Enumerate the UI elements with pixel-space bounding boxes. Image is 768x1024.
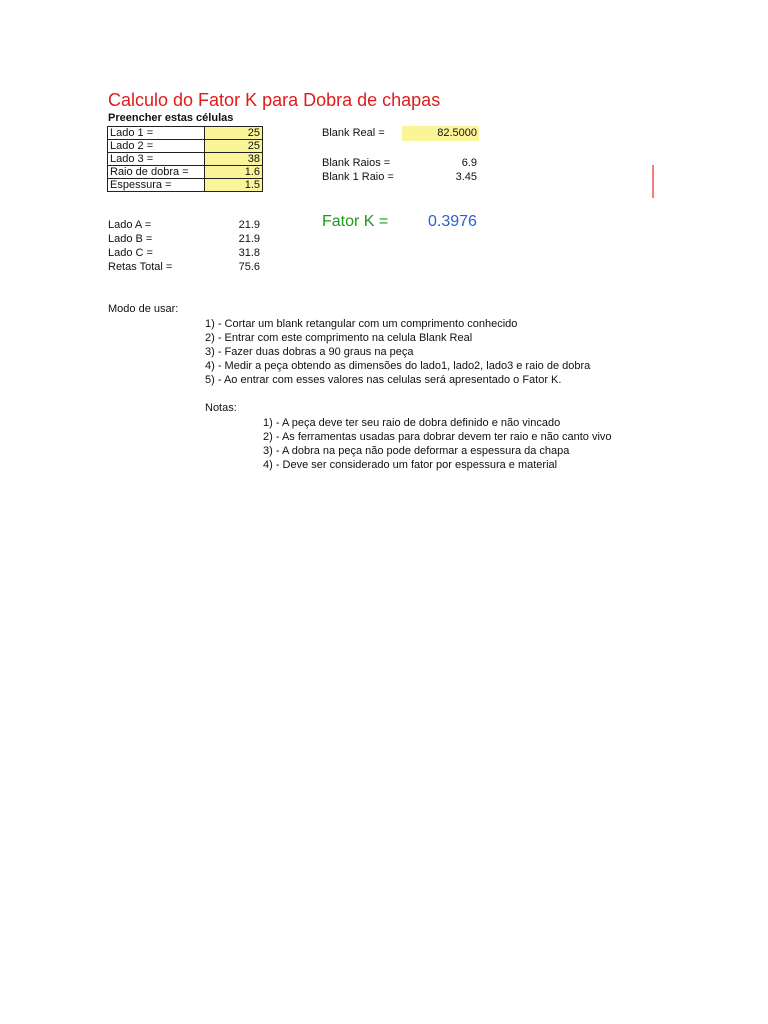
notas-heading: Notas: <box>205 402 237 414</box>
input-row-lado2 <box>108 140 263 153</box>
input-label: Raio de dobra = <box>108 166 205 179</box>
lado1-input-cell[interactable]: 25 <box>205 127 263 140</box>
raio-input-cell[interactable]: 1.6 <box>205 166 263 179</box>
input-table <box>107 126 263 192</box>
modo-step: 2) - Entrar com este comprimento na celula Blank Real <box>205 332 473 344</box>
nota-item: 4) - Deve ser considerado um fator por espessura e material <box>263 459 558 471</box>
retas-total-value: 75.6 <box>238 261 260 273</box>
modo-step: 1) - Cortar um blank retangular com um comprimento conhecido <box>205 318 518 330</box>
sheet-title: Calculo do Fator K para Dobra de chapas <box>108 90 441 110</box>
nota-item: 2) - As ferramentas usadas para dobrar devem ter raio e não canto vivo <box>263 431 612 443</box>
blank-one-raio-value: 3.45 <box>455 171 477 183</box>
cell-cursor-mark <box>652 165 654 198</box>
lado3-input-cell[interactable]: 38 <box>205 153 263 166</box>
input-label: Espessura = <box>108 179 205 192</box>
input-row-lado1 <box>108 127 263 140</box>
modo-step: 3) - Fazer duas dobras a 90 graus na peça <box>205 346 414 358</box>
modo-step: 5) - Ao entrar com esses valores nas celulas será apresentado o Fator K. <box>205 374 562 386</box>
blank-real-input-cell[interactable]: 82.5000 <box>402 126 479 141</box>
lado-a-value: 21.9 <box>238 219 260 231</box>
retas-total-label: Retas Total = <box>108 261 173 273</box>
blank-real-label: Blank Real = <box>322 127 385 139</box>
nota-item: 1) - A peça deve ter seu raio de dobra definido e não vincado <box>263 417 561 429</box>
input-row-raio <box>108 166 263 179</box>
lado2-input-cell[interactable]: 25 <box>205 140 263 153</box>
lado-b-label: Lado B = <box>108 233 153 245</box>
fator-k-value: 0.3976 <box>428 213 477 230</box>
blank-raios-label: Blank Raios = <box>322 157 391 169</box>
lado-c-label: Lado C = <box>108 247 153 259</box>
input-label: Lado 3 = <box>108 153 205 166</box>
blank-raios-value: 6.9 <box>461 157 477 169</box>
fator-k-label: Fator K = <box>322 213 389 230</box>
lado-c-value: 31.8 <box>238 247 260 259</box>
espessura-input-cell[interactable]: 1.5 <box>205 179 263 192</box>
input-label: Lado 1 = <box>108 127 205 140</box>
nota-item: 3) - A dobra na peça não pode deformar a espessura da chapa <box>263 445 570 457</box>
lado-a-label: Lado A = <box>108 219 152 231</box>
blank-one-raio-label: Blank 1 Raio = <box>322 171 394 183</box>
modo-heading: Modo de usar: <box>108 303 179 315</box>
input-row-espessura <box>108 179 263 192</box>
input-row-lado3 <box>108 153 263 166</box>
lado-b-value: 21.9 <box>238 233 260 245</box>
modo-step: 4) - Medir a peça obtendo as dimensões do lado1, lado2, lado3 e raio de dobra <box>205 360 591 372</box>
fill-instruction: Preencher estas células <box>108 112 234 124</box>
input-label: Lado 2 = <box>108 140 205 153</box>
